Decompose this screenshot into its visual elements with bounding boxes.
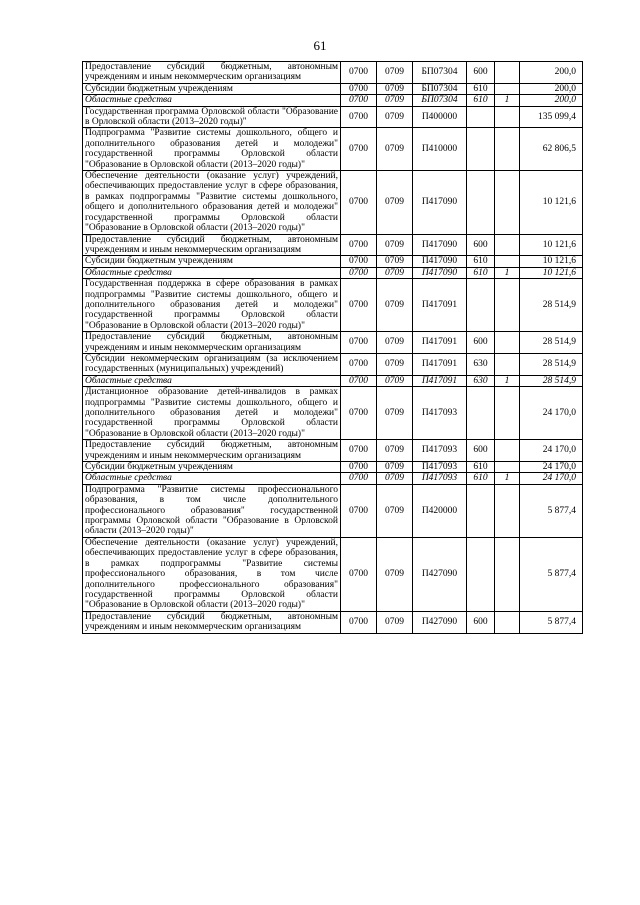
budget-table	[82, 61, 583, 634]
row-description: Подпрограмма "Развитие системы профессионального образования, в том числе дополнительного профессионального образования" государственной программы Орловской области "Образование в Орловской области (2013–2020 годы)"	[83, 484, 341, 537]
row-description: Предоставление субсидий бюджетным, автономным учреждениям и иным некоммерческим организациям	[83, 611, 341, 633]
row-funding-source-code	[495, 353, 520, 375]
row-target-article-code: П427090	[413, 537, 467, 611]
row-funding-source-code: 1	[495, 267, 520, 278]
table-row	[83, 95, 583, 106]
row-subsection-code: 0709	[377, 171, 413, 234]
table-row	[83, 375, 583, 386]
row-subsection-code: 0709	[377, 234, 413, 256]
row-target-article-code: П417090	[413, 256, 467, 267]
row-target-article-code: П417091	[413, 375, 467, 386]
row-amount: 10 121,6	[520, 267, 583, 278]
row-description: Государственная поддержка в сфере образования в рамках подпрограммы "Развитие системы дошкольного, общего и дополнительного образования детей и молодежи" государственной программы Орловской области "Образование в Орловской области (2013–2020 годы)"	[83, 279, 341, 332]
row-section-code: 0700	[341, 462, 377, 473]
row-section-code: 0700	[341, 267, 377, 278]
row-amount: 62 806,5	[520, 128, 583, 171]
row-section-code: 0700	[341, 484, 377, 537]
row-description: Субсидии некоммерческим организациям (за исключением государственных (муниципальных) учреждений)	[83, 353, 341, 375]
row-funding-source-code	[495, 171, 520, 234]
row-description: Предоставление субсидий бюджетным, автономным учреждениям и иным некоммерческим организациям	[83, 62, 341, 84]
row-description: Областные средства	[83, 95, 341, 106]
row-target-article-code: П417093	[413, 387, 467, 440]
row-amount: 200,0	[520, 83, 583, 94]
row-subsection-code: 0709	[377, 267, 413, 278]
row-expense-type-code: 630	[467, 375, 495, 386]
row-subsection-code: 0709	[377, 473, 413, 484]
row-description: Дистанционное образование детей-инвалидов в рамках подпрограммы "Развитие системы дошкольного, общего и дополнительного образования детей и молодежи" государственной программы Орловской области "Образование в Орловской области (2013–2020 годы)"	[83, 387, 341, 440]
row-target-article-code: П417091	[413, 279, 467, 332]
budget-table-body	[83, 62, 583, 634]
row-amount: 200,0	[520, 95, 583, 106]
row-amount: 10 121,6	[520, 234, 583, 256]
row-amount: 5 877,4	[520, 484, 583, 537]
row-section-code: 0700	[341, 62, 377, 84]
row-amount: 24 170,0	[520, 387, 583, 440]
row-expense-type-code	[467, 484, 495, 537]
row-expense-type-code: 610	[467, 473, 495, 484]
row-funding-source-code	[495, 484, 520, 537]
row-amount: 24 170,0	[520, 440, 583, 462]
row-expense-type-code: 610	[467, 462, 495, 473]
row-section-code: 0700	[341, 171, 377, 234]
row-subsection-code: 0709	[377, 484, 413, 537]
row-funding-source-code	[495, 106, 520, 128]
row-funding-source-code	[495, 62, 520, 84]
row-section-code: 0700	[341, 537, 377, 611]
row-subsection-code: 0709	[377, 332, 413, 354]
row-amount: 28 514,9	[520, 353, 583, 375]
row-description: Предоставление субсидий бюджетным, автономным учреждениям и иным некоммерческим организациям	[83, 234, 341, 256]
row-amount: 135 099,4	[520, 106, 583, 128]
row-target-article-code: П417090	[413, 171, 467, 234]
row-funding-source-code	[495, 128, 520, 171]
row-section-code: 0700	[341, 256, 377, 267]
row-amount: 200,0	[520, 62, 583, 84]
row-expense-type-code: 600	[467, 440, 495, 462]
row-expense-type-code: 610	[467, 267, 495, 278]
row-description: Субсидии бюджетным учреждениям	[83, 83, 341, 94]
row-description: Субсидии бюджетным учреждениям	[83, 462, 341, 473]
table-row	[83, 473, 583, 484]
row-description: Обеспечение деятельности (оказание услуг) учреждений, обеспечивающих предоставление услуг в сфере образования, в рамках подпрограммы "Развитие системы профессионального образования, в том числе дополнительного профессионального образования" государственной программы Орловской области "Образование в Орловской области (2013–2020 годы)"	[83, 537, 341, 611]
table-row	[83, 611, 583, 633]
row-section-code: 0700	[341, 234, 377, 256]
row-section-code: 0700	[341, 375, 377, 386]
row-subsection-code: 0709	[377, 106, 413, 128]
row-subsection-code: 0709	[377, 440, 413, 462]
row-amount: 24 170,0	[520, 473, 583, 484]
row-amount: 5 877,4	[520, 537, 583, 611]
row-subsection-code: 0709	[377, 128, 413, 171]
row-section-code: 0700	[341, 106, 377, 128]
row-subsection-code: 0709	[377, 62, 413, 84]
row-description: Субсидии бюджетным учреждениям	[83, 256, 341, 267]
row-section-code: 0700	[341, 332, 377, 354]
row-amount: 28 514,9	[520, 375, 583, 386]
row-subsection-code: 0709	[377, 375, 413, 386]
table-row	[83, 484, 583, 537]
table-row	[83, 62, 583, 84]
row-target-article-code: П417090	[413, 267, 467, 278]
row-section-code: 0700	[341, 95, 377, 106]
row-section-code: 0700	[341, 279, 377, 332]
row-description: Предоставление субсидий бюджетным, автономным учреждениям и иным некоммерческим организациям	[83, 332, 341, 354]
table-row	[83, 234, 583, 256]
row-target-article-code: БП07304	[413, 95, 467, 106]
row-amount: 10 121,6	[520, 171, 583, 234]
table-row	[83, 256, 583, 267]
row-target-article-code: П417090	[413, 234, 467, 256]
row-amount: 5 877,4	[520, 611, 583, 633]
row-subsection-code: 0709	[377, 353, 413, 375]
row-expense-type-code	[467, 106, 495, 128]
row-subsection-code: 0709	[377, 256, 413, 267]
row-expense-type-code: 600	[467, 332, 495, 354]
row-section-code: 0700	[341, 128, 377, 171]
row-target-article-code: П417091	[413, 332, 467, 354]
row-expense-type-code	[467, 128, 495, 171]
row-expense-type-code: 600	[467, 611, 495, 633]
row-expense-type-code: 600	[467, 62, 495, 84]
row-funding-source-code: 1	[495, 473, 520, 484]
row-section-code: 0700	[341, 83, 377, 94]
row-section-code: 0700	[341, 611, 377, 633]
row-amount: 10 121,6	[520, 256, 583, 267]
row-funding-source-code	[495, 279, 520, 332]
table-row	[83, 128, 583, 171]
row-amount: 28 514,9	[520, 332, 583, 354]
table-row	[83, 440, 583, 462]
row-description: Областные средства	[83, 375, 341, 386]
row-subsection-code: 0709	[377, 387, 413, 440]
row-subsection-code: 0709	[377, 95, 413, 106]
row-funding-source-code	[495, 256, 520, 267]
row-expense-type-code	[467, 537, 495, 611]
row-target-article-code: П400000	[413, 106, 467, 128]
row-target-article-code: П410000	[413, 128, 467, 171]
row-funding-source-code	[495, 332, 520, 354]
row-expense-type-code: 600	[467, 234, 495, 256]
row-section-code: 0700	[341, 440, 377, 462]
row-section-code: 0700	[341, 387, 377, 440]
table-row	[83, 537, 583, 611]
row-target-article-code: БП07304	[413, 62, 467, 84]
row-subsection-code: 0709	[377, 462, 413, 473]
row-description: Подпрограмма "Развитие системы дошкольного, общего и дополнительного образования детей и молодежи" государственной программы Орловской области "Образование в Орловской области (2013–2020 годы)"	[83, 128, 341, 171]
row-expense-type-code	[467, 171, 495, 234]
page-number: 61	[313, 38, 327, 53]
table-row	[83, 387, 583, 440]
row-target-article-code: П417093	[413, 440, 467, 462]
table-row	[83, 106, 583, 128]
row-expense-type-code	[467, 279, 495, 332]
row-expense-type-code	[467, 387, 495, 440]
row-funding-source-code	[495, 611, 520, 633]
row-target-article-code: БП07304	[413, 83, 467, 94]
row-funding-source-code: 1	[495, 95, 520, 106]
row-subsection-code: 0709	[377, 537, 413, 611]
row-subsection-code: 0709	[377, 279, 413, 332]
row-target-article-code: П420000	[413, 484, 467, 537]
table-row	[83, 171, 583, 234]
row-funding-source-code: 1	[495, 375, 520, 386]
table-row	[83, 353, 583, 375]
row-target-article-code: П417093	[413, 473, 467, 484]
row-subsection-code: 0709	[377, 611, 413, 633]
table-row	[83, 462, 583, 473]
row-description: Областные средства	[83, 473, 341, 484]
row-description: Обеспечение деятельности (оказание услуг) учреждений, обеспечивающих предоставление услуг в сфере образования, в рамках подпрограммы "Развитие системы дошкольного, общего и дополнительного образования детей и молодежи" государственной программы Орловской области "Образование в Орловской области (2013–2020 годы)"	[83, 171, 341, 234]
row-subsection-code: 0709	[377, 83, 413, 94]
row-funding-source-code	[495, 234, 520, 256]
row-expense-type-code: 630	[467, 353, 495, 375]
row-funding-source-code	[495, 387, 520, 440]
row-description: Государственная программа Орловской области "Образование в Орловской области (2013–2020 годы)"	[83, 106, 341, 128]
row-section-code: 0700	[341, 353, 377, 375]
row-amount: 24 170,0	[520, 462, 583, 473]
row-description: Предоставление субсидий бюджетным, автономным учреждениям и иным некоммерческим организациям	[83, 440, 341, 462]
row-funding-source-code	[495, 440, 520, 462]
row-expense-type-code: 610	[467, 83, 495, 94]
row-funding-source-code	[495, 83, 520, 94]
table-row	[83, 332, 583, 354]
table-row	[83, 267, 583, 278]
row-target-article-code: П427090	[413, 611, 467, 633]
row-target-article-code: П417091	[413, 353, 467, 375]
row-section-code: 0700	[341, 473, 377, 484]
table-row	[83, 83, 583, 94]
row-funding-source-code	[495, 462, 520, 473]
row-description: Областные средства	[83, 267, 341, 278]
row-funding-source-code	[495, 537, 520, 611]
row-expense-type-code: 610	[467, 256, 495, 267]
row-expense-type-code: 610	[467, 95, 495, 106]
table-row	[83, 279, 583, 332]
row-target-article-code: П417093	[413, 462, 467, 473]
row-amount: 28 514,9	[520, 279, 583, 332]
